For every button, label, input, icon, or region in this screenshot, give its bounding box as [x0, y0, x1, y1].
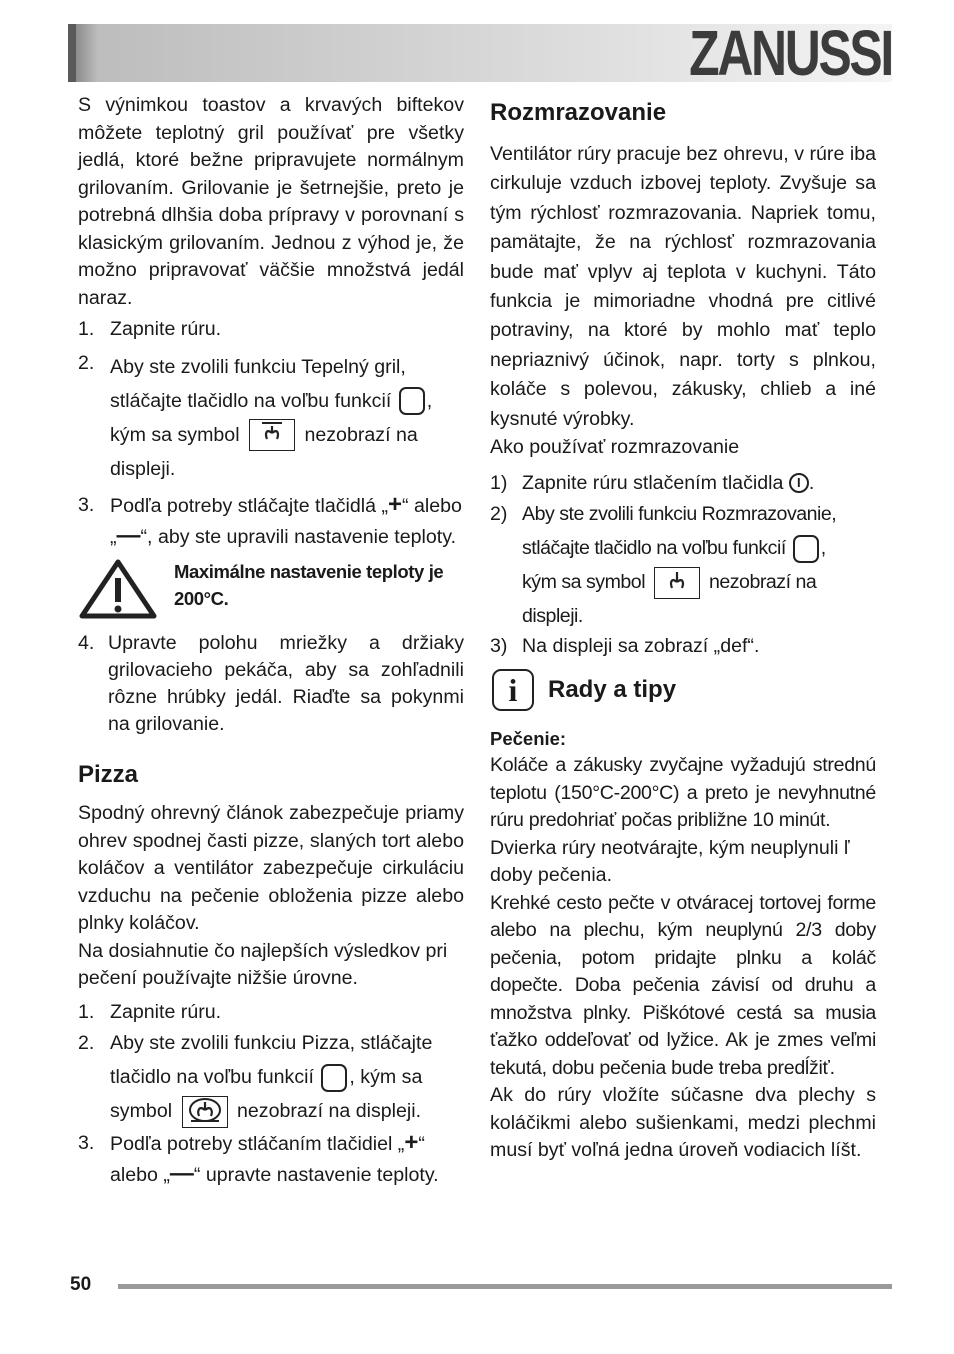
fan-grill-icon [249, 419, 295, 451]
step-text-part: “ alebo „ [110, 1133, 425, 1186]
pizza-glyph [187, 1097, 223, 1123]
left-column [78, 92, 464, 1190]
step-text-part: kým sa symbol [522, 571, 646, 594]
step-text-part: . [808, 471, 815, 494]
tips-title: Rady a tipy [548, 675, 677, 703]
plus-button-icon: + [404, 1129, 419, 1156]
step-number: 3. [78, 493, 95, 516]
function-button-icon [321, 1064, 347, 1092]
step-number: 4. [78, 632, 95, 654]
list-item [490, 497, 876, 633]
step-text [522, 470, 876, 498]
minus-button-icon: — [116, 521, 141, 549]
step-text [110, 1128, 464, 1190]
defrost-title: Rozmrazovanie [490, 99, 667, 126]
plus-button-icon: + [388, 490, 403, 518]
step-text-part: Podľa potreby stláčajte tlačidlá „ [110, 494, 388, 517]
tips-heading [490, 669, 876, 711]
list-item [78, 350, 464, 486]
step-text-part: , kým sa symbol [110, 1066, 423, 1122]
step-text-part: “ upravte nastavenie teploty. [193, 1164, 439, 1186]
fan-grill-glyph [257, 420, 287, 444]
step-text: Upravte polohu mriežky a držiaky grilovacieho pekáča, aby sa zohľadnili rôzne hrúbky jedál. Riaďte sa pokynmi na grilovanie. [108, 632, 464, 735]
step-text-part: Aby ste zvolili funkciu Pizza, stláčajte tlačidlo na voľbu funkcií [110, 1032, 433, 1088]
step-text [522, 497, 876, 633]
list-item [78, 490, 464, 552]
list-item [78, 316, 464, 344]
step-text-part: , [820, 537, 826, 560]
info-icon: i [492, 669, 534, 711]
baking-label: Pečenie: [490, 727, 567, 749]
step-text: Zapnite rúru. [110, 318, 222, 340]
grill-intro: S výnimkou toastov a krvavých biftekov môžete teplotný gril používať pre všetky jedlá, ktoré bežne pripravujete normálnym grilovaním. Grilovanie je šetrnejšie, preto je potrebná dlhšia doba prípravy v porovnaní s klasickým grilovaním. Jednou z výhod je, že možno pripravovať väčšie množstvá jedál naraz. [78, 94, 464, 309]
step-number: 2. [78, 1032, 95, 1054]
header-edge [68, 24, 76, 82]
brand-logo: ZANUSSI [689, 17, 892, 89]
list-item [490, 633, 876, 661]
footer-rule [118, 1284, 892, 1289]
step-text-part: kým sa symbol [110, 423, 240, 446]
step-text-part: Zapnite rúru stlačením tlačidla [522, 471, 784, 494]
step-number: 2) [490, 503, 508, 526]
list-item [490, 470, 876, 498]
step-text: Na displeji sa zobrazí „def“. [522, 635, 760, 658]
list-item [78, 999, 464, 1027]
step-text-part: “, aby ste upravili nastavenie teploty. [140, 525, 457, 548]
step-number: 2. [78, 351, 95, 374]
step-text-part: nezobrazí na displeji. [522, 571, 817, 628]
tips-paragraph: Koláče a zákusky zvyčajne vyžadujú strednú teplotu (150°C-200°C) a preto je nevyhnutné rúru predohriať počas približne 10 minút. [490, 754, 876, 832]
pizza-paragraph: Spodný ohrevný článok zabezpečuje priamy ohrev spodnej časti pizze, slaných tort alebo koláčov a ventilátor zabezpečuje cirkuláciu vzduchu na pečenie obloženia pizze alebo plnky koláčov. [78, 802, 464, 934]
step-text-part: Podľa potreby stláčaním tlačidiel „ [110, 1133, 405, 1155]
pizza-icon [182, 1096, 228, 1128]
defrost-subheading: Ako používať rozmrazovanie [490, 436, 740, 459]
step-text [110, 490, 464, 552]
step-text [110, 350, 464, 486]
pizza-title: Pizza [78, 761, 139, 788]
power-button-icon: I [789, 473, 809, 493]
step-number: 1) [490, 471, 508, 494]
tips-paragraph: Krehké cesto pečte v otváracej tortovej forme alebo na plechu, kým neuplynú 2/3 doby pečenia, potom pridajte plnku a koláč dopečte. Doba pečenia závisí od druhu a množstva plnky. Piškótové cestá sa musia ťažko oddeľovať od lyžice. Ak je zmes veľmi tekutá, dobu pečenia bude treba predĺžiť. [490, 891, 876, 1079]
warning-triangle-icon [78, 558, 174, 629]
list-item [78, 1026, 464, 1128]
minus-button-icon: — [169, 1160, 194, 1187]
step-number: 1. [78, 1000, 95, 1023]
warning-note [78, 558, 464, 629]
pizza-paragraph: Na dosiahnutie čo najlepších výsledkov pri pečení používajte nižšie úrovne. [78, 939, 448, 989]
step-text-part: Aby ste zvolili funkciu Tepelný gril, stláčajte tlačidlo na voľbu funkcií [110, 355, 406, 412]
page-number: 50 [70, 1274, 92, 1295]
defrost-fan-icon [654, 567, 700, 599]
step-text-part: Aby ste zvolili funkciu Rozmrazovanie, stláčajte tlačidlo na voľbu funkcií [522, 503, 837, 560]
step-number: 3. [78, 1132, 95, 1154]
step-number: 1. [78, 318, 95, 340]
step-text-part: , [426, 389, 433, 412]
list-item [78, 1128, 464, 1190]
warning-triangle-glyph [78, 558, 158, 620]
step-text-part: nezobrazí na displeji. [110, 423, 418, 480]
warning-text: Maximálne nastavenie teploty je 200°C. [174, 560, 444, 609]
step-text-part: nezobrazí na displeji. [236, 1100, 422, 1122]
defrost-paragraph: Ventilátor rúry pracuje bez ohrevu, v rúre iba cirkuluje vzduch izbovej teploty. Zvyšuje sa tým rýchlosť rozmrazovania. Napriek tomu, pamätajte, že na rýchlosť rozmrazovania bude mať vplyv aj teplota v kuchyni. Táto funkcia je mimoriadne vhodná pre citlivé potraviny, na ktoré by mohlo mať teplo nepriaznivý účinok, napr. torty s plnkou, koláče s polevou, zákusky, chlieb a iné kysnuté výrobky. [490, 143, 876, 430]
tips-paragraph: Dvierka rúry neotvárajte, kým neuplynuli ľ doby pečenia. [490, 836, 850, 887]
step-text-part: “ alebo „ [110, 494, 462, 548]
function-button-icon [793, 535, 819, 563]
step-text [110, 1026, 464, 1128]
right-column [490, 98, 876, 1165]
defrost-fan-glyph [662, 568, 692, 592]
tips-paragraph: Ak do rúry vložíte súčasne dva plechy s koláčikmi alebo sušienkami, medzi plechmi musí byť voľná jedna úroveň vodiacich líšt. [490, 1084, 876, 1162]
step-number: 3) [490, 635, 508, 658]
step-text: Zapnite rúru. [110, 1000, 222, 1023]
list-item [78, 630, 464, 738]
function-button-icon [399, 387, 425, 415]
